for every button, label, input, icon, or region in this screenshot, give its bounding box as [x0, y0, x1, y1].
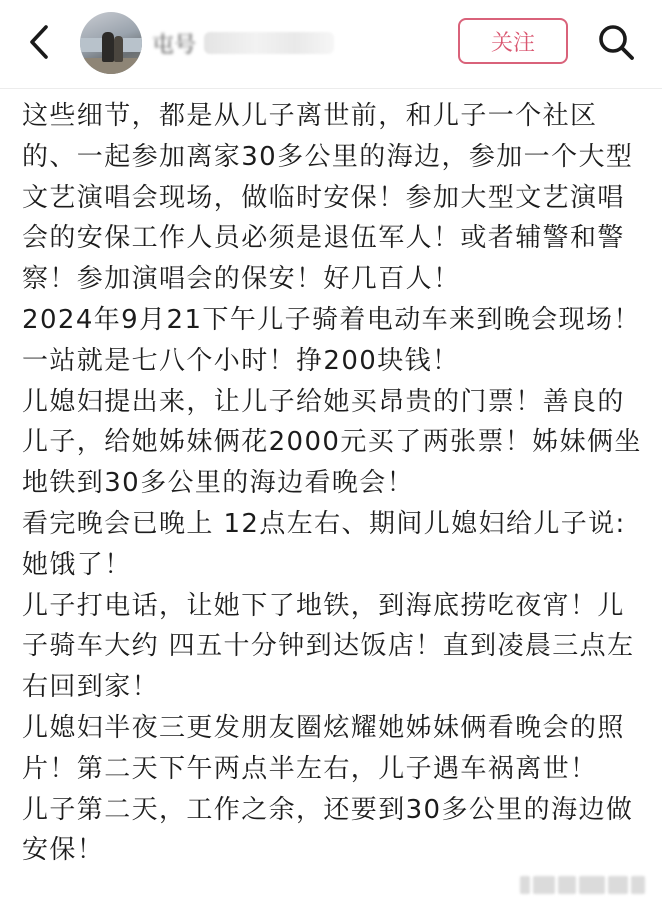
paragraph: 2024年9月21下午儿子骑着电动车来到晚会现场！ — [22, 304, 641, 335]
paragraph: 儿子打电话，让她下了地铁，到海底捞吃夜宵！儿子骑车大约 四五十分钟到达饭店！直到凌晨三点左右回到家！ — [22, 590, 635, 703]
watermark-mark — [558, 876, 576, 894]
avatar-person-2 — [114, 36, 123, 62]
watermark-mark — [520, 876, 530, 894]
paragraph: 一站就是七八个小时！挣200块钱！ — [22, 345, 460, 376]
watermark-mark — [533, 876, 555, 894]
follow-button-label: 关注 — [490, 30, 535, 56]
avatar[interactable] — [80, 12, 142, 74]
blurred-watermark — [520, 874, 650, 896]
watermark-mark — [631, 876, 645, 894]
paragraph: 儿媳妇提出来，让儿子给她买昂贵的门票！善良的儿子，给她姊妹俩花2000元买了两张票！姊妹俩坐地铁到30多公里的海边看晚会！ — [22, 386, 642, 499]
follow-button[interactable] — [458, 18, 568, 64]
paragraph: 看完晚会已晚上 12点左右、期间儿媳妇给儿子说:她饿了！ — [22, 508, 626, 580]
back-button[interactable] — [18, 20, 62, 64]
username-text: 屯号 — [152, 32, 197, 58]
avatar-person — [102, 32, 114, 62]
paragraph: 儿子第二天，工作之余，还要到30多公里的海边做安保！ — [22, 794, 634, 866]
paragraph: 这些细节，都是从儿子离世前，和儿子一个社区的、一起参加离家30多公里的海边，参加一个大型文艺演唱会现场，做临时安保！参加大型文艺演唱会的安保工作人员必须是退伍军人！或者辅警和警察！参加演唱会的保安！好几百人！ — [22, 101, 634, 295]
post-body — [22, 96, 648, 871]
username[interactable] — [152, 28, 334, 58]
watermark-mark — [608, 876, 628, 894]
top-bar — [0, 0, 662, 89]
search-button[interactable] — [592, 18, 640, 66]
search-icon — [596, 22, 636, 62]
paragraph: 儿媳妇半夜三更发朋友圈炫耀她姊妹俩看晚会的照片！第二天下午两点半左右，儿子遇车祸离世！ — [22, 712, 625, 784]
watermark-mark — [579, 876, 605, 894]
username-blurred — [204, 32, 334, 54]
chevron-left-icon — [26, 24, 54, 60]
